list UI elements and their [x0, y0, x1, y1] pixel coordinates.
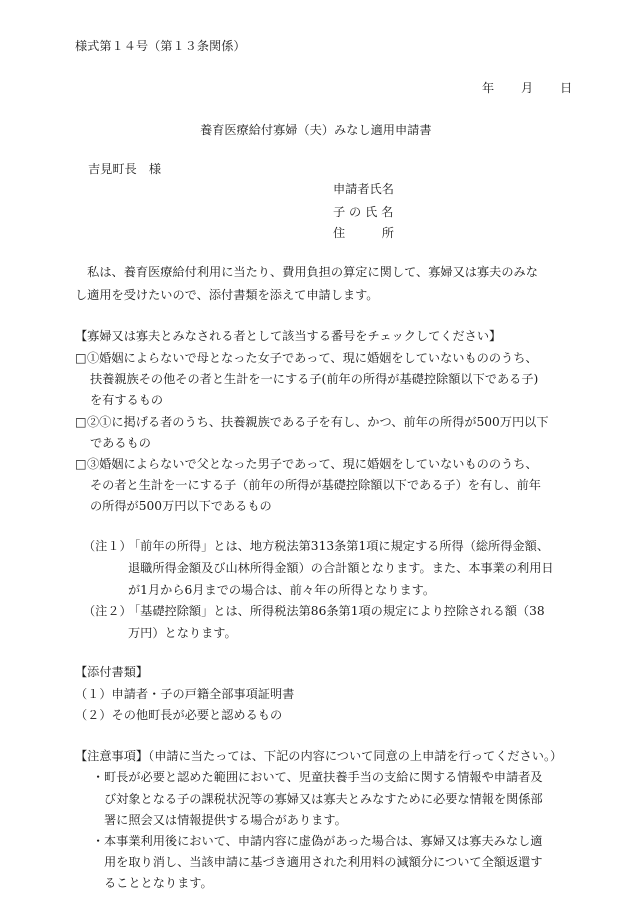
- note-line: 万円）となります。: [128, 626, 237, 640]
- intro-line: し適用を受けたいので、添付書類を添えて申請します。: [75, 288, 379, 302]
- caution-line: 署に照会又は情報提供する場合があります。: [104, 813, 347, 827]
- date-month-label: 月: [521, 81, 534, 95]
- check-item-line: を有するもの: [90, 393, 164, 407]
- caution-line: 本事業利用後において、申請内容に虚偽があった場合は、寡婦又は寡夫みなし適: [104, 834, 543, 848]
- attachment-item: （１）申請者・子の戸籍全部事項証明書: [75, 687, 295, 701]
- checkbox-1[interactable]: □: [75, 351, 87, 365]
- caution-line: ることとなります。: [104, 876, 213, 890]
- note-label: （注１）: [83, 539, 132, 553]
- note-line: が1月から6月までの場合は、前々年の所得となります。: [128, 583, 436, 597]
- check-section-heading: 【寡婦又は寡夫とみなされる者として該当する番号をチェックしてください】: [75, 329, 502, 343]
- check-item-line: ③婚姻によらないで父となった男子であって、現に婚姻をしていないもののうち、: [87, 457, 538, 471]
- addressee: 吉見町長 様: [88, 162, 162, 176]
- note-line: 「基礎控除額」とは、所得税法第86条第1項の規定により控除される額（38: [128, 604, 545, 618]
- check-item-line: 扶養親族その他その者と生計を一にする子(前年の所得が基礎控除額以下である子): [90, 372, 539, 386]
- note-label: （注２）: [83, 604, 132, 618]
- check-item-line: であるもの: [90, 436, 151, 450]
- check-item-line: ①婚姻によらないで母となった女子であって、現に婚姻をしていないもののうち、: [87, 351, 538, 365]
- bullet-mark: ・: [92, 770, 105, 784]
- attachment-item: （２）その他町長が必要と認めるもの: [75, 708, 283, 722]
- caution-line: 用を取り消し、当該申請に基づき適用された利用料の減額分について全額返還す: [104, 855, 543, 869]
- attachments-heading: 【添付書類】: [75, 665, 149, 679]
- check-item-line: ②①に掲げる者のうち、扶養親族である子を有し、かつ、前年の所得が500万円以下: [87, 415, 549, 429]
- form-number: 様式第１４号（第１３条関係）: [75, 39, 246, 53]
- note-line: 退職所得金額及び山林所得金額）の合計額となります。また、本事業の利用日: [128, 561, 554, 575]
- date-year-label: 年: [482, 81, 495, 95]
- note-line: 「前年の所得」とは、地方税法第313条第1項に規定する所得（総所得金額、: [128, 539, 550, 553]
- intro-line: 私は、養育医療給付利用に当たり、費用負担の算定に関して、寡婦又は寡夫のみな: [75, 265, 538, 279]
- caution-line: び対象となる子の課税状況等の寡婦又は寡夫とみなすために必要な情報を関係部: [104, 792, 543, 806]
- bullet-mark: ・: [92, 834, 105, 848]
- applicant-name-label: 申請者氏名: [333, 182, 394, 196]
- document-title: 養育医療給付寡婦（夫）みなし適用申請書: [200, 123, 432, 137]
- checkbox-2[interactable]: □: [75, 415, 87, 429]
- check-item-line: の所得が500万円以下であるもの: [90, 499, 272, 513]
- checkbox-3[interactable]: □: [75, 457, 87, 471]
- date-day-label: 日: [560, 81, 573, 95]
- caution-heading: 【注意事項】（申請に当たっては、下記の内容について同意の上申請を行ってください。）: [75, 749, 563, 763]
- caution-line: 町長が必要と認めた範囲において、児童扶養手当の支給に関する情報や申請者及: [104, 770, 543, 784]
- child-name-label: 子 の 氏 名: [333, 205, 394, 219]
- check-item-line: その者と生計を一にする子（前年の所得が基礎控除額以下である子）を有し、前年: [90, 478, 541, 492]
- address-label: 住 所: [333, 226, 394, 240]
